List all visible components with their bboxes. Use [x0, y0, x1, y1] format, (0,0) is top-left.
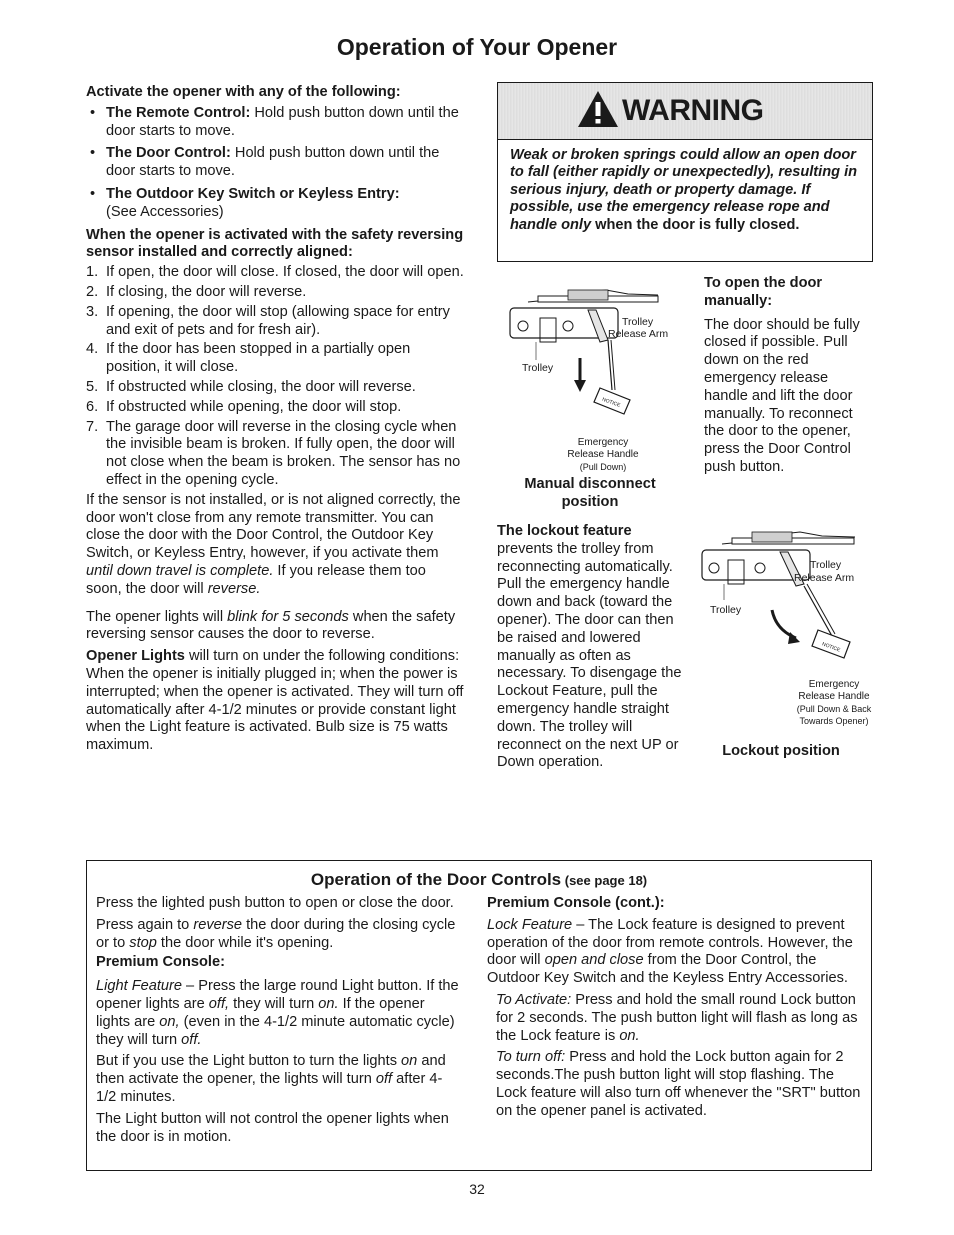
fig2-trolley-label: Trolley — [810, 559, 842, 571]
open-manually-section: To open the door manually: The door should be fully closed if possible. Pull down on the red emergency release handle and lift the door manually. To reconnect the door to the opener, press the Door Control push button. — [704, 275, 874, 477]
warning-header — [498, 83, 872, 140]
door-controls-p1: Press the lighted push button to open or close the door. — [96, 895, 454, 911]
open-manually-text: The door should be fully closed if possible. Pull down on the red emergency release handle and lift the door manually. To reconnect the door to the opener, press the Door Control push button. — [704, 316, 860, 475]
to-turn-off-paragraph: To turn off: Press and hold the Lock button again for 2 seconds.The push button light will stop flashing. The Lock feature will also turn off whenever the "SRT" button on the opener panel is activated. — [496, 1049, 861, 1119]
manual-disconnect-diagram — [508, 280, 678, 430]
fig2-release-arm-label: Release Arm — [794, 572, 855, 584]
page-number: 32 — [469, 1181, 485, 1197]
door-controls-right-col — [487, 895, 861, 1121]
door-controls-p2: Press again to reverse the door during the closing cycle or to stop the door while it's opening. — [96, 916, 456, 951]
list-item: 7. The garage door will reverse in the closing cycle when the invisible beam is broken. If fully open, the door will not close when the beam is broken. The sensor has no effect in the opening cycle. — [86, 418, 461, 488]
lockout-heading: The lockout feature — [497, 523, 632, 539]
activate-heading: Activate the opener with any of the following: — [86, 84, 401, 100]
door-controls-title: Operation of the Door Controls (see page 18) — [310, 870, 648, 889]
warning-triangle-icon — [576, 89, 620, 129]
lockout-section — [497, 523, 693, 772]
premium-console-cont-heading: Premium Console (cont.): — [487, 895, 665, 911]
notice-label: NOTICE — [601, 396, 622, 409]
warning-text: Weak or broken springs could allow an open door to fall (either rapidly or unexpectedly), resulting in serious injury, death or property damage. If possible, use the emergency release rope and handle only when the door is fully closed. — [510, 147, 858, 233]
fig1-title: Manual disconnect position — [524, 476, 656, 510]
notice-label: NOTICE — [821, 641, 841, 654]
list-item: • The Outdoor Key Switch or Keyless Entry: (See Accessories) — [86, 186, 464, 222]
lock-feature-paragraph: Lock Feature – The Lock feature is designed to prevent operation of the door from remote controls. However, the door will open and close from the Door Control, the Outdoor Key Switch and the Keyless Entry Accessories. — [487, 916, 853, 987]
list-item: 3. If opening, the door will stop (allowing space for entry and exit of pets and for fresh air). — [86, 303, 450, 338]
fig1-handle-caption: Emergency Release Handle (Pull Down) — [567, 437, 639, 472]
light-button-paragraph: But if you use the Light button to turn the lights on and then activate the opener, the lights will turn off after 4-1/2 minutes. — [96, 1053, 446, 1105]
lockout-text: prevents the trolley from reconnecting automatically. Pull the emergency handle down and back (toward the opener). The door can then be raised and lowered manually as often as necessary. To disengage the Lockout Feature, pull the emergency handle straight down. The trolley will reconnect on the next UP or Down operation. — [497, 540, 682, 771]
fig1-release-arm-label: Release Arm — [608, 328, 669, 340]
to-activate-paragraph: To Activate: Press and hold the small round Lock button for 2 seconds. The push button light will flash as long as the Lock feature is on. — [496, 991, 858, 1044]
curved-arrow-icon — [772, 610, 796, 638]
warning-title: WARNING — [622, 94, 764, 127]
warning-box — [497, 82, 873, 262]
lockout-position-diagram — [700, 524, 880, 674]
lights-blink-paragraph: The opener lights will blink for 5 seconds when the safety reversing sensor causes the door to reverse. — [86, 608, 456, 643]
list-item: 1. If open, the door will close. If closed, the door will open. — [86, 264, 464, 281]
premium-console-heading: Premium Console: — [96, 954, 225, 971]
light-motion-paragraph: The Light button will not control the opener lights when the door is in motion. — [96, 1110, 449, 1145]
list-item: 6. If obstructed while opening, the door will stop. — [86, 398, 402, 415]
fig2-title: Lockout position — [722, 743, 840, 759]
list-item: 2. If closing, the door will reverse. — [86, 283, 307, 300]
list-item: • The Remote Control: Hold push button down until the door starts to move. — [86, 105, 464, 141]
list-item: 4. If the door has been stopped in a partially open position, it will close. — [86, 341, 411, 376]
activation-list — [86, 105, 464, 222]
sensor-heading: When the opener is activated with the safety reversing sensor installed and correctly aligned: — [86, 226, 464, 261]
fig1-trolley-label: Trolley — [622, 316, 654, 328]
fig2-trolley-left-label: Trolley — [710, 604, 742, 616]
list-item: 5. If obstructed while closing, the door will reverse. — [86, 378, 416, 395]
sensor-steps — [86, 264, 464, 490]
left-column — [86, 84, 464, 755]
sensor-paragraph: If the sensor is not installed, or is not aligned correctly, the door won't close from any remote transmitter. You can close the door with the Door Control, the Outdoor Key Switch, or Keyless Entry, however, if you activate them until down travel is complete. If you release them too soon, the door will reverse. — [86, 491, 461, 597]
list-item: • The Door Control: Hold push button down until the door starts to move. — [86, 145, 464, 181]
door-controls-box — [86, 860, 872, 1171]
fig1-trolley-left-label: Trolley — [522, 362, 554, 374]
light-feature-paragraph: Light Feature – Press the large round Light button. If the opener lights are off, they will turn on. If the opener lights are on, (even in the 4-1/2 minute automatic cycle) they will turn off. — [96, 978, 459, 1048]
opener-lights-paragraph: Opener Lights will turn on under the following conditions: When the opener is initially plugged in; when the power is interrupted; when the opener is activated. They will turn off automatically after 4-1/2 minutes or provide constant light when the Light feature is activated. Bulb size is 75 watts maximum. — [86, 648, 464, 754]
fig2-handle-caption: Emergency Release Handle (Pull Down & Back Towards Opener) — [796, 679, 872, 726]
door-controls-left-col — [96, 895, 462, 1146]
page-title: Operation of Your Opener — [336, 34, 618, 60]
